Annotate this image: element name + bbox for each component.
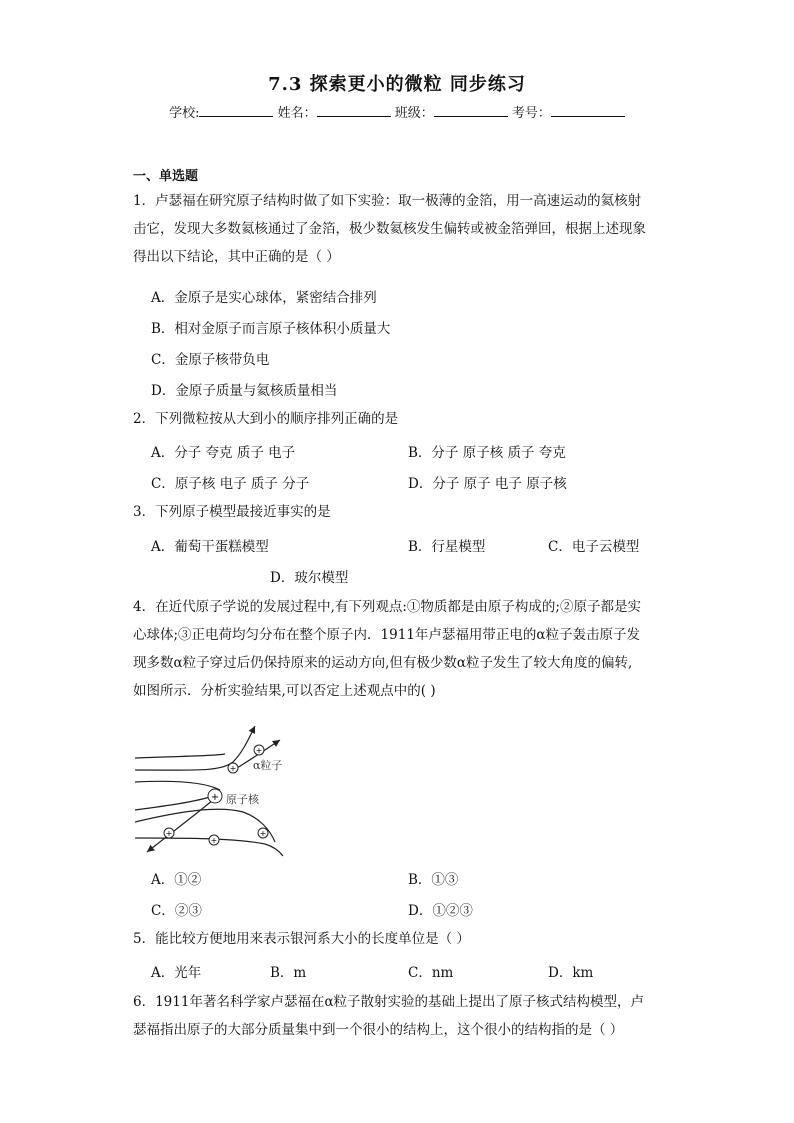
option-4d[interactable]: D．①②③: [408, 903, 473, 919]
option-2c[interactable]: C．原子核 电子 质子 分子: [151, 476, 310, 492]
option-1d[interactable]: D．金原子质量与氦核质量相当: [151, 383, 338, 399]
question-line: 1．卢瑟福在研究原子结构时做了如下实验：取一极薄的金箔，用一高速运动的氦核射: [133, 193, 642, 209]
question-line: 5．能比较方便地用来表示银河系大小的长度单位是（ ）: [133, 931, 470, 947]
svg-text:+: +: [210, 792, 220, 803]
svg-text:+: +: [210, 836, 218, 845]
alpha-particle-icon: [258, 828, 268, 838]
question-line: 击它，发现大多数氦核通过了金箔，极少数氦核发生偏转或被金箔弹回，根据上述现象: [133, 221, 646, 237]
option-2d[interactable]: D．分子 原子 电子 原子核: [408, 476, 567, 492]
alpha-particle-icon: [209, 835, 219, 845]
alpha-trajectory: [147, 800, 213, 852]
exam-number-label: 考号：: [511, 106, 551, 121]
question-1: [133, 187, 663, 271]
section-heading: 一、单选题: [133, 169, 199, 184]
alpha-label: α粒子: [253, 759, 283, 772]
option-1c[interactable]: C．金原子核带负电: [151, 352, 270, 368]
option-5d[interactable]: D．km: [548, 965, 594, 981]
question-line: 3．下列原子模型最接近事实的是: [133, 504, 331, 520]
alpha-trajectory: [135, 796, 213, 810]
alpha-trajectory: [135, 781, 220, 790]
alpha-particle-icon: [164, 828, 174, 838]
exam-number-blank[interactable]: [551, 104, 625, 117]
alpha-particle-icon: [254, 745, 264, 755]
question-line: 6．1911年著名科学家卢瑟福在α粒子散射实验的基础上提出了原子核式结构模型，卢: [133, 994, 645, 1010]
question-4: [133, 593, 663, 705]
name-blank[interactable]: [317, 104, 391, 117]
alpha-trajectory: [135, 726, 255, 770]
question-line: 瑟福指出原子的大部分质量集中到一个很小的结构上，这个很小的结构指的是（ ）: [133, 1022, 624, 1038]
nucleus-icon: [208, 789, 222, 803]
option-1a[interactable]: A．金原子是实心球体，紧密结合排列: [151, 290, 377, 306]
question-line: 如图所示．分析实验结果,可以否定上述观点中的( ): [133, 683, 436, 699]
option-5b[interactable]: B．m: [270, 965, 307, 981]
question-6: [133, 988, 663, 1044]
question-line: 现多数α粒子穿过后仍保持原来的运动方向,但有极少数α粒子发生了较大角度的偏转,: [133, 655, 633, 671]
page-title: 7.3 探索更小的微粒 同步练习: [268, 74, 526, 95]
student-info-line: [0, 102, 794, 121]
class-blank[interactable]: [434, 104, 508, 117]
question-5: [133, 925, 663, 953]
svg-text:+: +: [255, 746, 263, 755]
option-2b[interactable]: B．分子 原子核 质子 夸克: [408, 445, 566, 461]
option-5a[interactable]: A．光年: [151, 965, 202, 981]
svg-text:+: +: [229, 764, 237, 773]
svg-text:+: +: [165, 829, 173, 838]
question-line: 4．在近代原子学说的发展过程中,有下列观点:①物质都是由原子构成的;②原子都是实: [133, 599, 641, 615]
svg-text:+: +: [259, 829, 267, 838]
question-3: [133, 498, 663, 526]
alpha-particle-icon: [228, 763, 238, 773]
school-label: 学校:: [169, 106, 200, 121]
scattering-diagram: [125, 720, 305, 860]
alpha-trajectory: [135, 754, 225, 758]
option-3b[interactable]: B．行星模型: [408, 539, 486, 555]
question-line: 2．下列微粒按从大到小的顺序排列正确的是: [133, 411, 399, 427]
option-3a[interactable]: A．葡萄干蛋糕模型: [151, 539, 269, 555]
option-4a[interactable]: A．①②: [151, 872, 202, 888]
name-label: 姓名：: [277, 106, 317, 121]
nucleus-label: 原子核: [226, 793, 259, 806]
school-blank[interactable]: [199, 104, 273, 117]
option-1b[interactable]: B．相对金原子而言原子核体积小质量大: [151, 321, 391, 337]
option-4c[interactable]: C．②③: [151, 903, 202, 919]
question-2: [133, 405, 663, 433]
alpha-trajectory: [135, 809, 275, 842]
question-line: 心球体;③正电荷均匀分布在整个原子内．1911年卢瑟福用带正电的α粒子轰击原子发: [133, 627, 641, 643]
option-4b[interactable]: B．①③: [408, 872, 459, 888]
option-5c[interactable]: C．nm: [408, 965, 454, 981]
option-3d[interactable]: D．玻尔模型: [270, 570, 349, 586]
question-line: 得出以下结论，其中正确的是（ ）: [133, 249, 340, 265]
class-label: 班级：: [394, 106, 434, 121]
option-3c[interactable]: C．电子云模型: [548, 539, 640, 555]
option-2a[interactable]: A．分子 夸克 质子 电子: [151, 445, 296, 461]
